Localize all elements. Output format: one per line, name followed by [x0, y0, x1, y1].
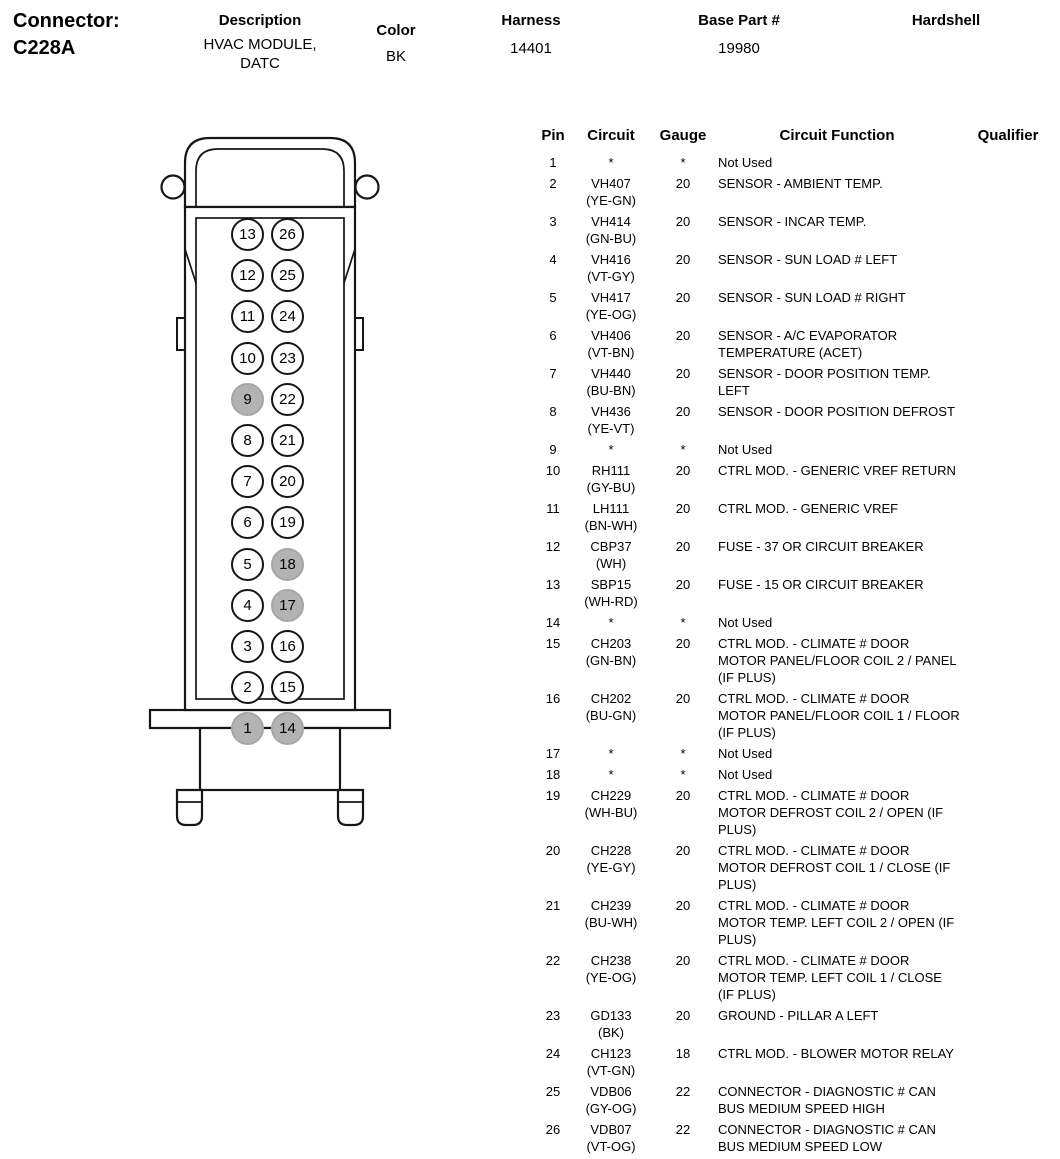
function-cell: Not Used	[718, 615, 773, 630]
circuit-wire-color: (YE-OG)	[585, 970, 637, 985]
table-row	[536, 635, 1056, 686]
circuit-wire-color: (YE-VT)	[587, 421, 635, 436]
qualifier-cell	[960, 1083, 1056, 1117]
circuit-cell	[570, 441, 652, 458]
table-row	[536, 766, 1056, 783]
foot-right	[338, 790, 363, 825]
pin-22: 22	[271, 383, 304, 416]
table-row	[536, 175, 1056, 209]
base-part-column	[679, 12, 799, 58]
table-row	[536, 500, 1056, 534]
circuit-wire-color: (BN-WH)	[584, 518, 638, 533]
circuit-code: LH111	[592, 501, 630, 516]
function-cell: Not Used	[718, 746, 773, 761]
circuit-code: RH111	[591, 463, 631, 478]
pin-14: 14	[271, 712, 304, 745]
circuit-wire-color: (BU-BN)	[586, 383, 636, 398]
gauge-cell: 20	[675, 636, 691, 651]
circuit-cell	[570, 787, 652, 838]
qualifier-cell	[960, 289, 1056, 323]
pin-cell: 3	[549, 214, 557, 229]
pin-5: 5	[231, 548, 264, 581]
circuit-cell	[570, 576, 652, 610]
gauge-cell: 20	[675, 214, 691, 229]
gauge-cell: 20	[675, 843, 691, 858]
table-row	[536, 441, 1056, 458]
function-cell: CTRL MOD. - CLIMATE # DOOR MOTOR DEFROST COIL 2 / OPEN (IF PLUS)	[718, 788, 944, 837]
pin-8: 8	[231, 424, 264, 457]
circuit-wire-color: (YE-OG)	[585, 307, 637, 322]
circuit-code: *	[608, 442, 614, 457]
table-row	[536, 1121, 1056, 1155]
function-cell: CTRL MOD. - CLIMATE # DOOR MOTOR TEMP. LEFT COIL 1 / CLOSE (IF PLUS)	[718, 953, 942, 1002]
description-value	[182, 35, 338, 73]
table-row	[536, 576, 1056, 610]
circuit-code: VDB07	[590, 1122, 632, 1137]
qualifier-cell	[960, 441, 1056, 458]
pin-cell: 26	[545, 1122, 561, 1137]
description-label: Description	[218, 12, 302, 29]
table-row	[536, 952, 1056, 1003]
table-row	[536, 842, 1056, 893]
pin-12: 12	[231, 259, 264, 292]
table-row	[536, 462, 1056, 496]
pin-cell: 13	[545, 577, 561, 592]
table-row	[536, 154, 1056, 171]
circuit-cell	[570, 538, 652, 572]
function-cell: SENSOR - SUN LOAD # RIGHT	[718, 290, 906, 305]
circuit-code: VH414	[591, 214, 631, 229]
table-row	[536, 1007, 1056, 1041]
circuit-code: CH123	[590, 1046, 632, 1061]
pinout-table	[536, 126, 1056, 1159]
circuit-cell	[570, 1007, 652, 1041]
pin-cell: 2	[549, 176, 557, 191]
pin-cell: 12	[545, 539, 561, 554]
pin-3: 3	[231, 630, 264, 663]
circuit-code: *	[608, 615, 614, 630]
qualifier-cell	[960, 365, 1056, 399]
gauge-cell: *	[680, 767, 686, 782]
qualifier-cell	[960, 745, 1056, 762]
circuit-wire-color: (GN-BN)	[585, 653, 637, 668]
harness-label: Harness	[501, 12, 561, 29]
table-row	[536, 251, 1056, 285]
hardshell-label: Hardshell	[911, 12, 981, 29]
circuit-cell	[570, 952, 652, 1003]
color-value: BK	[385, 48, 406, 65]
gauge-cell: 20	[675, 290, 691, 305]
pin-cell: 15	[545, 636, 561, 651]
circuit-cell	[570, 365, 652, 399]
function-cell: FUSE - 37 OR CIRCUIT BREAKER	[718, 539, 924, 554]
pin-15: 15	[271, 671, 304, 704]
circuit-code: CH239	[590, 898, 632, 913]
pin-cell: 25	[545, 1084, 561, 1099]
function-cell: SENSOR - INCAR TEMP.	[718, 214, 867, 229]
qualifier-cell	[960, 1121, 1056, 1155]
circuit-wire-color: (YE-GY)	[586, 860, 636, 875]
circuit-wire-color: (YE-GN)	[586, 193, 636, 208]
pin-10: 10	[231, 342, 264, 375]
table-row	[536, 745, 1056, 762]
function-cell: CTRL MOD. - CLIMATE # DOOR MOTOR DEFROST COIL 1 / CLOSE (IF PLUS)	[718, 843, 951, 892]
function-cell: CTRL MOD. - CLIMATE # DOOR MOTOR TEMP. LEFT COIL 2 / OPEN (IF PLUS)	[718, 898, 955, 947]
circuit-code: VH406	[591, 328, 631, 343]
function-cell: CTRL MOD. - CLIMATE # DOOR MOTOR PANEL/FLOOR COIL 1 / FLOOR (IF PLUS)	[718, 691, 960, 740]
hardshell-column	[896, 12, 996, 30]
column-header-circuit: Circuit	[587, 127, 635, 144]
circuit-code: VDB06	[590, 1084, 632, 1099]
pin-16: 16	[271, 630, 304, 663]
circuit-cell	[570, 403, 652, 437]
circuit-code: *	[608, 767, 614, 782]
circuit-wire-color: (BU-WH)	[584, 915, 638, 930]
column-header-pin: Pin	[541, 127, 565, 144]
pin-7: 7	[231, 465, 264, 498]
qualifier-cell	[960, 635, 1056, 686]
function-cell: CTRL MOD. - CLIMATE # DOOR MOTOR PANEL/FLOOR COIL 2 / PANEL (IF PLUS)	[718, 636, 957, 685]
pin-1: 1	[231, 712, 264, 745]
table-row	[536, 289, 1056, 323]
qualifier-cell	[960, 690, 1056, 741]
connector-label: Connector:	[13, 10, 120, 32]
circuit-wire-color: (BU-GN)	[585, 708, 637, 723]
qualifier-cell	[960, 462, 1056, 496]
gauge-cell: 20	[675, 501, 691, 516]
pin-11: 11	[231, 300, 264, 333]
mount-ear-right-icon	[356, 176, 379, 199]
qualifier-cell	[960, 500, 1056, 534]
pin-18: 18	[271, 548, 304, 581]
gauge-cell: 20	[675, 953, 691, 968]
function-cell: SENSOR - AMBIENT TEMP.	[718, 176, 883, 191]
gauge-cell: 20	[675, 404, 691, 419]
circuit-wire-color: (WH-BU)	[584, 805, 638, 820]
harness-value: 14401	[510, 40, 552, 57]
qualifier-cell	[960, 614, 1056, 631]
circuit-cell	[570, 842, 652, 893]
circuit-code: CH228	[590, 843, 632, 858]
pin-cell: 16	[545, 691, 561, 706]
pin-grid	[231, 218, 306, 748]
circuit-wire-color: (GY-BU)	[586, 480, 636, 495]
function-cell: CONNECTOR - DIAGNOSTIC # CAN BUS MEDIUM SPEED LOW	[718, 1122, 936, 1154]
circuit-cell	[570, 766, 652, 783]
pin-24: 24	[271, 300, 304, 333]
pin-cell: 10	[545, 463, 561, 478]
qualifier-cell	[960, 576, 1056, 610]
pin-cell: 22	[545, 953, 561, 968]
description-column	[182, 12, 338, 73]
function-cell: SENSOR - A/C EVAPORATOR TEMPERATURE (ACET)	[718, 328, 898, 360]
function-cell: GROUND - PILLAR A LEFT	[718, 1008, 879, 1023]
pin-4: 4	[231, 589, 264, 622]
function-cell: Not Used	[718, 442, 773, 457]
pin-cell: 7	[549, 366, 557, 381]
circuit-code: CH238	[590, 953, 632, 968]
circuit-code: VH416	[591, 252, 631, 267]
gauge-cell: 20	[675, 1008, 691, 1023]
gauge-cell: *	[680, 746, 686, 761]
circuit-wire-color: (VT-GY)	[587, 269, 635, 284]
circuit-cell	[570, 251, 652, 285]
gauge-cell: 20	[675, 328, 691, 343]
foot-left	[177, 790, 202, 825]
pin-cell: 18	[545, 767, 561, 782]
function-cell: CTRL MOD. - GENERIC VREF	[718, 501, 899, 516]
circuit-cell	[570, 500, 652, 534]
gauge-cell: 20	[675, 252, 691, 267]
gauge-cell: *	[680, 155, 686, 170]
table-row	[536, 787, 1056, 838]
table-row	[536, 1083, 1056, 1117]
pin-21: 21	[271, 424, 304, 457]
pin-cell: 21	[545, 898, 561, 913]
table-row	[536, 327, 1056, 361]
circuit-cell	[570, 462, 652, 496]
qualifier-cell	[960, 787, 1056, 838]
circuit-code: VH440	[591, 366, 631, 381]
circuit-code: GD133	[590, 1008, 632, 1023]
circuit-cell	[570, 635, 652, 686]
function-cell: Not Used	[718, 155, 773, 170]
pin-9: 9	[231, 383, 264, 416]
gauge-cell: 20	[675, 366, 691, 381]
pin-19: 19	[271, 506, 304, 539]
pin-2: 2	[231, 671, 264, 704]
qualifier-cell	[960, 403, 1056, 437]
circuit-code: SBP15	[590, 577, 632, 592]
function-cell: FUSE - 15 OR CIRCUIT BREAKER	[718, 577, 924, 592]
pin-cell: 4	[549, 252, 557, 267]
circuit-cell	[570, 745, 652, 762]
table-row	[536, 690, 1056, 741]
qualifier-cell	[960, 251, 1056, 285]
qualifier-cell	[960, 175, 1056, 209]
pin-cell: 17	[545, 746, 561, 761]
table-header	[536, 126, 1056, 145]
qualifier-cell	[960, 842, 1056, 893]
gauge-cell: 20	[675, 691, 691, 706]
circuit-wire-color: (VT-OG)	[586, 1139, 636, 1154]
circuit-code: *	[608, 155, 614, 170]
side-tab-right	[355, 318, 363, 350]
table-row	[536, 1045, 1056, 1079]
pin-cell: 9	[549, 442, 557, 457]
circuit-code: CH229	[590, 788, 632, 803]
function-cell: Not Used	[718, 767, 773, 782]
circuit-code: VH417	[591, 290, 631, 305]
circuit-code: CBP37	[590, 539, 632, 554]
gauge-cell: 22	[675, 1122, 691, 1137]
mount-ear-left-icon	[162, 176, 185, 199]
qualifier-cell	[960, 538, 1056, 572]
qualifier-cell	[960, 952, 1056, 1003]
function-cell: CTRL MOD. - BLOWER MOTOR RELAY	[718, 1046, 954, 1061]
connector-title	[13, 8, 120, 62]
circuit-wire-color: (BK)	[598, 1025, 624, 1040]
qualifier-cell	[960, 213, 1056, 247]
qualifier-cell	[960, 1007, 1056, 1041]
gauge-cell: 20	[675, 176, 691, 191]
circuit-wire-color: (GY-OG)	[585, 1101, 637, 1116]
pin-20: 20	[271, 465, 304, 498]
circuit-wire-color: (WH)	[595, 556, 627, 571]
circuit-wire-color: (GN-BU)	[585, 231, 637, 246]
pin-6: 6	[231, 506, 264, 539]
circuit-cell	[570, 897, 652, 948]
description-line-1: HVAC MODULE,	[203, 36, 317, 53]
table-row	[536, 365, 1056, 399]
gauge-cell: 20	[675, 463, 691, 478]
column-header-function: Circuit Function	[779, 127, 895, 144]
gauge-cell: 20	[675, 898, 691, 913]
color-label: Color	[376, 22, 416, 39]
base-part-label: Base Part #	[698, 12, 780, 29]
pin-17: 17	[271, 589, 304, 622]
gauge-cell: 22	[675, 1084, 691, 1099]
table-row	[536, 213, 1056, 247]
circuit-cell	[570, 154, 652, 171]
connector-id: C228A	[13, 37, 76, 59]
pin-25: 25	[271, 259, 304, 292]
pin-cell: 24	[545, 1046, 561, 1061]
pin-cell: 20	[545, 843, 561, 858]
pin-cell: 14	[545, 615, 561, 630]
circuit-cell	[570, 213, 652, 247]
function-cell: CONNECTOR - DIAGNOSTIC # CAN BUS MEDIUM SPEED HIGH	[718, 1084, 936, 1116]
harness-column	[481, 12, 581, 58]
circuit-wire-color: (VT-GN)	[586, 1063, 636, 1078]
table-row	[536, 538, 1056, 572]
qualifier-cell	[960, 154, 1056, 171]
qualifier-cell	[960, 897, 1056, 948]
circuit-cell	[570, 1083, 652, 1117]
circuit-cell	[570, 289, 652, 323]
circuit-wire-color: (VT-BN)	[587, 345, 635, 360]
pin-cell: 1	[549, 155, 557, 170]
color-column	[366, 22, 426, 66]
pin-cell: 8	[549, 404, 557, 419]
circuit-code: VH436	[591, 404, 631, 419]
circuit-code: CH202	[590, 691, 632, 706]
function-cell: CTRL MOD. - GENERIC VREF RETURN	[718, 463, 956, 478]
pin-cell: 11	[546, 501, 560, 516]
table-row	[536, 614, 1056, 631]
side-tab-left	[177, 318, 185, 350]
gauge-cell: *	[680, 615, 686, 630]
pin-26: 26	[271, 218, 304, 251]
circuit-cell	[570, 1121, 652, 1155]
function-cell: SENSOR - DOOR POSITION DEFROST	[718, 404, 955, 419]
pin-13: 13	[231, 218, 264, 251]
circuit-cell	[570, 614, 652, 631]
table-body	[536, 154, 1056, 1155]
circuit-code: VH407	[591, 176, 631, 191]
function-cell: SENSOR - SUN LOAD # LEFT	[718, 252, 898, 267]
circuit-code: *	[608, 746, 614, 761]
qualifier-cell	[960, 1045, 1056, 1079]
description-line-2: DATC	[240, 55, 280, 72]
gauge-cell: 20	[675, 577, 691, 592]
circuit-cell	[570, 175, 652, 209]
gauge-cell: 18	[675, 1046, 691, 1061]
pin-cell: 19	[545, 788, 561, 803]
gauge-cell: 20	[675, 788, 691, 803]
table-row	[536, 403, 1056, 437]
base-part-value: 19980	[718, 40, 760, 57]
pin-cell: 23	[545, 1008, 561, 1023]
column-header-qualifier: Qualifier	[977, 127, 1039, 144]
circuit-cell	[570, 1045, 652, 1079]
pin-23: 23	[271, 342, 304, 375]
table-row	[536, 897, 1056, 948]
qualifier-cell	[960, 766, 1056, 783]
pin-cell: 5	[549, 290, 557, 305]
column-header-gauge: Gauge	[659, 127, 707, 144]
circuit-cell	[570, 690, 652, 741]
gauge-cell: *	[680, 442, 686, 457]
qualifier-cell	[960, 327, 1056, 361]
pin-cell: 6	[549, 328, 557, 343]
gauge-cell: 20	[675, 539, 691, 554]
function-cell: SENSOR - DOOR POSITION TEMP. LEFT	[718, 366, 931, 398]
circuit-cell	[570, 327, 652, 361]
circuit-code: CH203	[590, 636, 632, 651]
circuit-wire-color: (WH-RD)	[584, 594, 638, 609]
